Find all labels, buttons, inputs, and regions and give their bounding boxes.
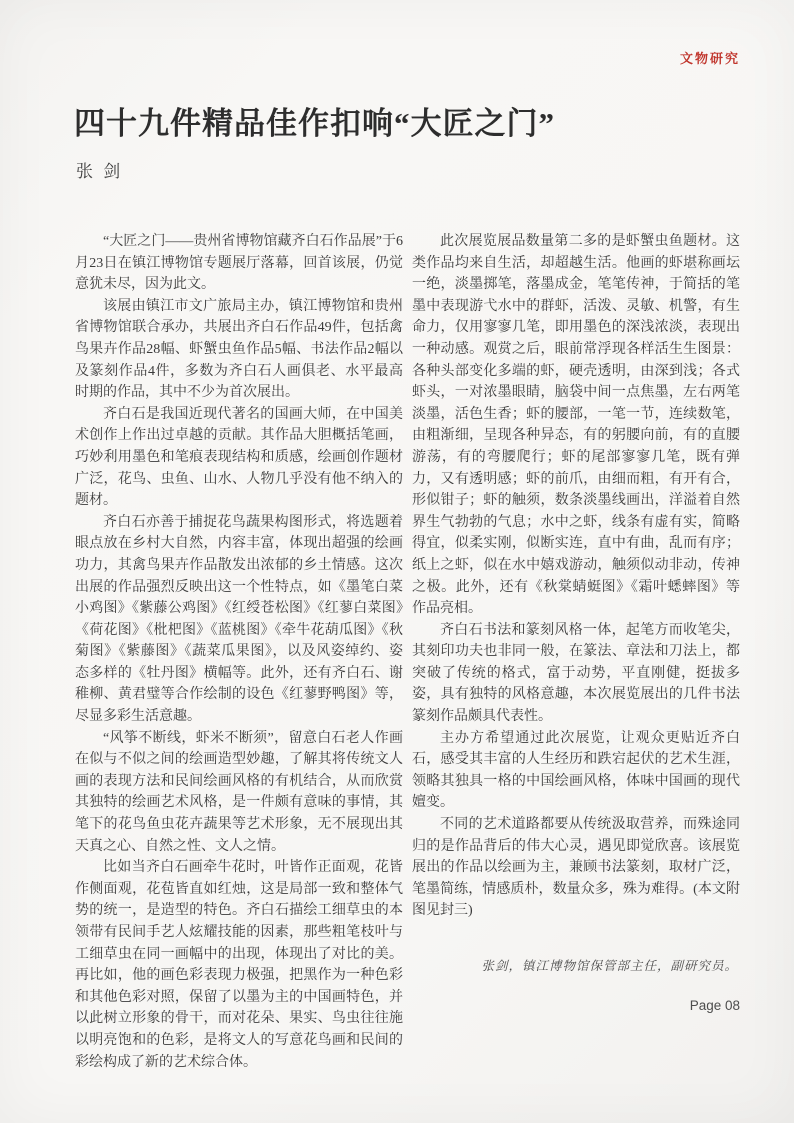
article-column-right [412, 231, 740, 1073]
paragraph: 此次展览展品数量第二多的是虾蟹虫鱼题材。这类作品均来自生活，却超越生活。他画的虾堪称画坛一绝，淡墨掷笔，落墨成金，笔笔传神，于简括的笔墨中表现游弋水中的群虾，活泼、灵敏、机警，有生命力，仅用寥寥几笔，即用墨色的深浅浓淡，表现出一种动感。观赏之后，眼前常浮现各样活生生图景：各种头部变化多端的虾，硬壳透明，由深到浅；各式虾头，一对浓墨眼睛，脑袋中间一点焦墨，左右两笔淡墨，活色生香；虾的腰部，一笔一节，连续数笔，由粗渐细，呈现各种异态，有的躬腰向前，有的直腰游荡，有的弯腰爬行；虾的尾部寥寥几笔，既有弹力，又有透明感；虾的前爪，由细而粗，有开有合，形似钳子；虾的触须，数条淡墨线画出，洋溢着自然界生气勃勃的气息；水中之虾，线条有虚有实，简略得宜，似柔实刚，似断实连，直中有曲，乱而有序；纸上之虾，似在水中嬉戏游动，触须似动非动，传神之极。此外，还有《秋棠蜻蜓图》《霜叶蟋蟀图》等作品亮相。 [412, 234, 740, 617]
page-number: Page 08 [689, 998, 740, 1013]
author-name: 张 剑 [76, 162, 124, 181]
paragraph: 该展由镇江市文广旅局主办，镇江博物馆和贵州省博物馆联合承办，共展出齐白石作品49件，包括禽鸟果卉作品28幅、虾蟹虫鱼作品5幅、书法作品2幅以及篆刻作品4件，多数为齐白石人画俱老、水平最高时期的作品，其中不少为首次展出。 [75, 298, 403, 401]
paragraph: 不同的艺术道路都要从传统汲取营养，而殊途同归的是作品背后的伟大心灵，遇见即觉欣喜。该展览展出的作品以绘画为主，兼顾书法篆刻，取材广泛，笔墨简练，情感质朴，数量众多，殊为难得。(本文附图见封三) [412, 817, 740, 919]
paragraph: “风筝不断线，虾米不断须”，留意白石老人作画在似与不似之间的绘画造型妙趣，了解其将传统文人画的表现方法和民间绘画风格的有机结合，从而欣赏其独特的绘画艺术风格，是一件颇有意味的事情，其笔下的花鸟鱼虫花卉蔬果等艺术形象，无不展现出其天真之心、自然之性、文人之情。 [75, 730, 403, 854]
paragraph: “大匠之门——贵州省博物馆藏齐白石作品展”于6月23日在镇江博物馆专题展厅落幕，回首该展，仍觉意犹未尽，因为此文。 [75, 234, 403, 293]
article-title: 四十九件精品佳作扣响“大匠之门” [74, 105, 555, 141]
article-body [75, 231, 740, 1073]
paragraph: 主办方希望通过此次展览，让观众更贴近齐白石，感受其丰富的人生经历和跌宕起伏的艺术生涯，领略其独具一格的中国绘画风格，体味中国画的现代嬗变。 [412, 730, 740, 811]
paragraph: 齐白石亦善于捕捉花鸟蔬果构图形式，将选题着眼点放在乡村大自然，内容丰富，体现出超强的绘画功力，其禽鸟果卉作品散发出浓郁的乡土情感。这次出展的作品强烈反映出这一个性特点，如《墨笔白菜小鸡图》《紫藤公鸡图》《红绶苍松图》《红蓼白菜图》《荷花图》《枇杷图》《蓝桃图》《牵牛花葫瓜图》《秋菊图》《紫藤图》《蔬菜瓜果图》，以及风姿绰约、姿态多样的《牡丹图》横幅等。此外，还有齐白石、谢稚柳、黄君璧等合作绘制的设色《红蓼野鸭图》等，尽显多彩生活意趣。 [75, 514, 403, 725]
article-column-left [75, 231, 403, 1073]
paragraph: 齐白石是我国近现代著名的国画大师，在中国美术创作上作出过卓越的贡献。其作品大胆概括笔画，巧妙利用墨色和笔痕表现结构和质感，绘画创作题材广泛，花鸟、虫鱼、山水、人物几乎没有他不纳入的题材。 [75, 406, 403, 509]
section-header-label: 文物研究 [679, 51, 740, 66]
author-byline: 张剑，镇江博物馆保管部主任，副研究员。 [481, 959, 738, 973]
paragraph: 比如当齐白石画牵牛花时，叶皆作正面观，花皆作侧面观，花苞皆直如红烛，这是局部一致和整体气势的统一，是造型的特色。齐白石描绘工细草虫的本领带有民间手艺人炫耀技能的因素，那些粗笔枝叶与工细草虫在同一画幅中的出现，体现出了对比的美。再比如，他的画色彩表现力极强，把黑作为一种色彩和其他色彩对照，保留了以墨为主的中国画特色，并以此树立形象的骨干，而对花朵、果实、鸟虫往往施以明亮饱和的色彩，是将文人的写意花鸟画和民间的彩绘构成了新的艺术综合体。 [75, 860, 403, 1070]
paragraph: 齐白石书法和篆刻风格一体，起笔方而收笔尖，其刻印功夫也非同一般，在篆法、章法和刀法上，都突破了传统的格式，富于动势，平直刚健，挺拔多姿，具有独特的风格意趣，本次展览展出的几件书法篆刻作品颇具代表性。 [412, 622, 740, 725]
